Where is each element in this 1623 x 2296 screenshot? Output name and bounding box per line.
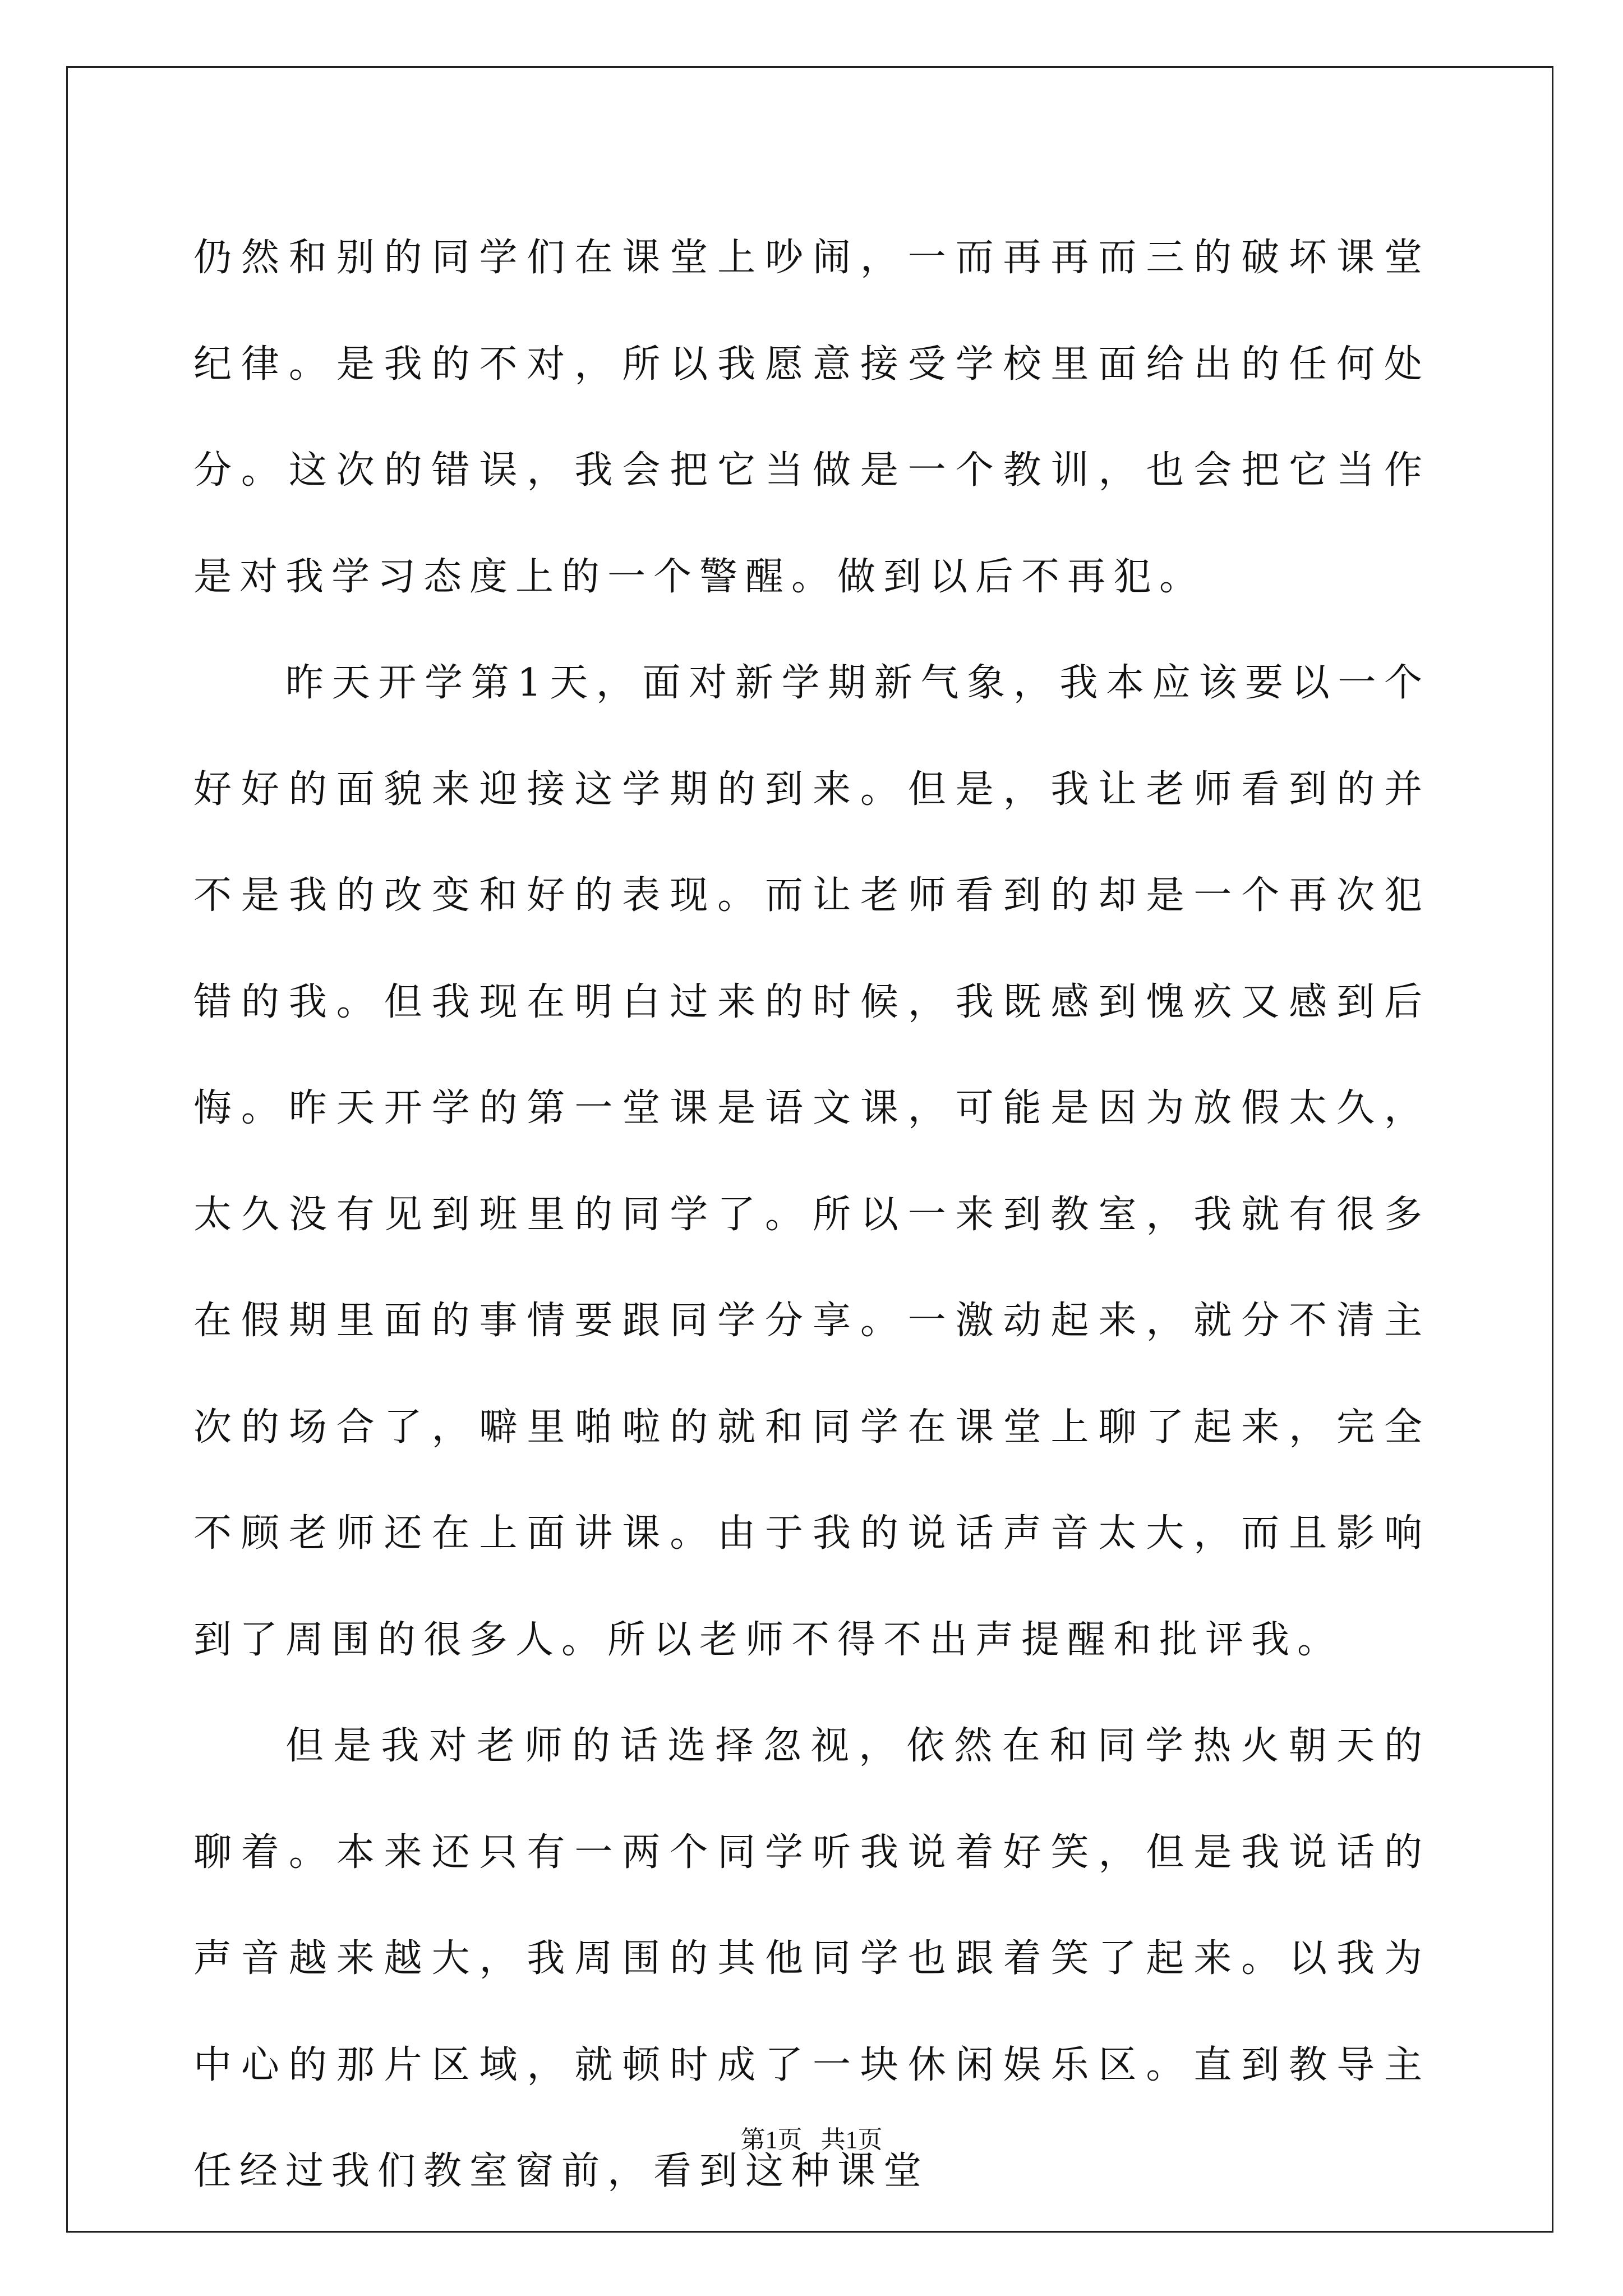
- document-body: [193, 205, 1430, 2225]
- page-footer: 第1页 共1页: [740, 2126, 883, 2154]
- paragraph-1: 仍然和别的同学们在课堂上吵闹，一而再再而三的破坏课堂纪律。是我的不对，所以我愿意接受学校里面给出的任何处分。这次的错误，我会把它当做是一个教训，也会把它当作是对我学习态度上的一个警醒。做到以后不再犯。: [193, 236, 1430, 599]
- paragraph-3: 但是我对老师的话选择忽视，依然在和同学热火朝天的聊着。本来还只有一两个同学听我说着好笑，但是我说话的声音越来越大，我周围的其他同学也跟着笑了起来。以我为中心的那片区域，就顿时成了一块休闲娱乐区。直到教导主任经过我们教室窗前，看到这种课堂: [193, 1724, 1430, 2193]
- paragraph-2: 昨天开学第1天，面对新学期新气象，我本应该要以一个好好的面貌来迎接这学期的到来。但是，我让老师看到的并不是我的改变和好的表现。而让老师看到的却是一个再次犯错的我。但我现在明白过来的时候，我既感到愧疚又感到后悔。昨天开学的第一堂课是语文课，可能是因为放假太久，太久没有见到班里的同学了。所以一来到教室，我就有很多在假期里面的事情要跟同学分享。一激动起来，就分不清主次的场合了，噼里啪啦的就和同学在课堂上聊了起来，完全不顾老师还在上面讲课。由于我的说话声音太大，而且影响到了周围的很多人。所以老师不得不出声提醒和批评我。: [193, 661, 1430, 1662]
